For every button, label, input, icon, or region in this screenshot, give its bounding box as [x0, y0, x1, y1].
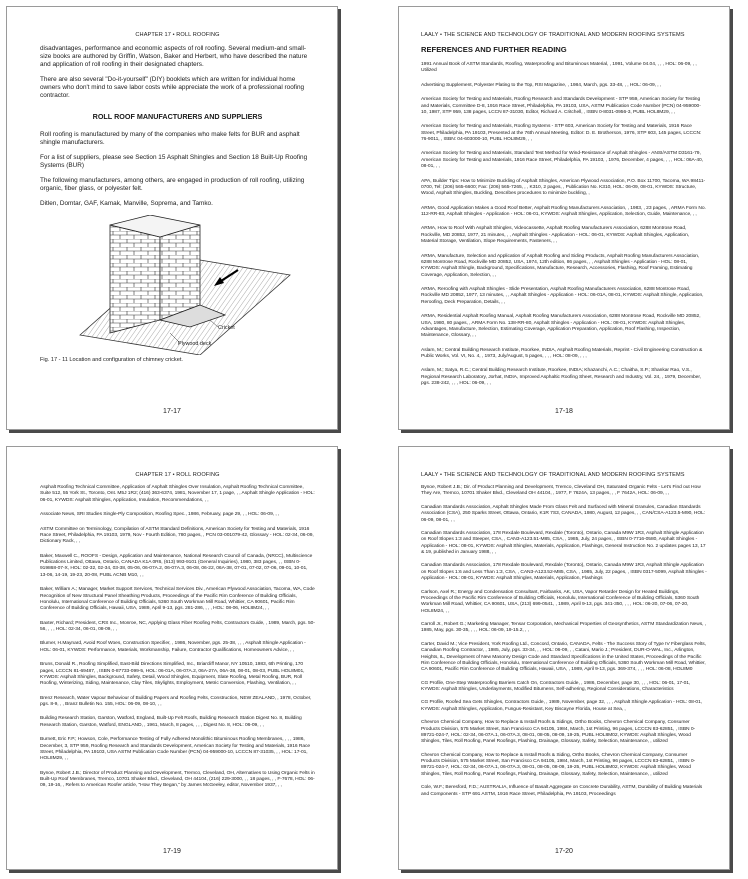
body-paragraph: There are also several "Do-it-yourself" (DIY) booklets which are written for individual home owners who don't mind to save labor costs while appreciate the work of a professional roofing contractor. — [40, 76, 305, 99]
reference-entry: ARMA, Manufacture, Selection and Application of Asphalt Roofing and Siding Products, Asphalt Roofing Manufacturers Association, 6288 Montrose Road, Rockville MD 20852, USA, 1974, 12th edition, 86 pages, , , Asphalt Shingles - Application - HOL: 08-01, KYWDS: Asphalt Shingle, Background, Specifications, Manufacture, Research, Accessories, Flashing, Roof Framing, Estimating Coverage, Application, Selection, , , — [421, 253, 700, 278]
reference-entry: CG Profile, One-Step Waterproofing Barriers Catch On, Contractors Guide, , 1986, December, page 30, , , , HOL: 06-01, 17-01, KYWDS: Asphalt Shingles, Underlayments, Modified Bitumens, Self-adhering, Regional Considerations, Characteristics — [421, 680, 691, 692]
reference-entry: ASTM Committee on Terminology, Compilation of ASTM Standard Definitions, American Society for Testing and Materials, 1916 Race Street, Philadelphia, PA 19103, 1979, Nov - Fourth Edition, 780 pages, , PCN 03-001079-42, Glossary - HOL: 02-34, 06-09, Dictionary Rack, , , — [40, 526, 314, 545]
reference-entry: Baker, William A.; Manager, Market Support Services, Technical Services Div., American Plywood Association, Tacoma, WA, Code Recognition of New Structural Panel Sheathing Products, Proceedings of the Pacific Rim Conference of Building Officials, Honolulu, International Conference of Building Officials, 5360 South Workman Mill Road, Whittier, CA 90601, Pacific Rim Conference of Building Officials, Hawaii, USA, 1989, April 9-13, pgs. 281-286, , , , HOL: 08-06, HOL8M24, , , — [40, 587, 315, 612]
figure-chimney-cricket — [40, 215, 300, 365]
page-17-20 — [398, 446, 730, 870]
reference-entry: Chevron Chemical Company, How to Replace & Install Roofs & Siding, Ortho Books, Chevron Chemical Company, Consumer Products Division, 575 Market Street, San Francisco CA 94105, 1984, March, 1st Printing, 96 pages, LCCCN 83-62851, , ISBN 0-89721-024-7, HOL: 02-34, 06-07A.1, 06-07A.3, 08-01, 08-05, 08-09, 19-25, PUBL HOL8M02, KYWDS: Asphalt Shingles, Wood Shingles, Tiles, Roll Roofing, Panel Roofings, Flashing, Drainage, Glossary, Safety, Selection, Maintenance, , utilized — [421, 752, 696, 777]
page-body — [40, 32, 315, 401]
running-header: CHAPTER 17 • ROLL ROOFING — [135, 472, 220, 478]
reference-entry: Burnett, Eric F.P.; Howson, Cole, Performance Testing of Fully Adhered Monolithic Bituminous Roofing Membranes, , , , 1986, December, 3, STP 959, Roofing Research and Standards Development, American Society for Testing and Materials, 1916 Race Street, Philadelphia, PA 19103, USA ASTM Publication Code Number (PCN) 04-959000-10, LCCCN 87-31035, , , HOL: 17-01, HOL8M29, , , — [40, 737, 311, 762]
reference-entry: Asphalt Roofing Technical Committee, Application of Asphalt Shingles Over Insulation, Asphalt Roofing Technical Committee, Suite 512, 55 York St., Toronto, Ont. M5J 1R2; (416) 363-6374, 1981, November 17, 1 page, , , Asphalt Shingle Application - HOL: 06-01, KYWDS: Asphalt Shingles, Application, Insulation, Recommendations, , , — [40, 485, 315, 503]
reference-entry: Associate News, SRI Studies Single-Ply Composition, Roofing Spec., 1986, February, page 29, , , HOL: 06-09, , , — [40, 512, 280, 518]
chimney-side — [160, 225, 200, 320]
chimney-cricket-illustration — [50, 215, 300, 355]
reference-entry: Brenz Research, Water Vapour Behaviour of Building Papers and Roofing Felts, Construction, NEW ZEALAND, , 1978, October, pgs. 8-9, , , Branz Bulletin No. 155, HOL: 06-09, 08-10, , , — [40, 695, 312, 707]
body-paragraph: disadvantages, performance and economic aspects of roll roofing. Several medium-and small-size books are authored by Griffin, Watson, Baker and Herbert, who have described the nature and application of roll roofing in their designated chapters. — [40, 45, 308, 68]
running-header: LAALY • THE SCIENCE AND TECHNOLOGY OF TRADITIONAL AND MODERN ROOFING SYSTEMS — [421, 472, 685, 478]
references-title: REFERENCES AND FURTHER READING — [421, 45, 567, 54]
page-17-19 — [6, 446, 338, 870]
reference-entry: Baxter, Richard; President, CRS Inc., Monroe, NC, Applying Glass Fiber Roofing Felts, Contractors Guide, , 1989, March, pgs. 50-56, , , , HOL: 02-34, 06-01, 08-09, , , — [40, 620, 315, 632]
label-cricket: Cricket — [218, 325, 235, 331]
reference-entry: Aslam, M.; Central Building Research Institute, Roorkee, INDIA, Asphalt Roofing Materials, Reprint - Civil Engineering Construction & Public Works, Vol. VI, No. 4, , 1973, July/August, 5 pages, , , , HOL: 08-09, , , , — [421, 347, 703, 359]
page-number: 17-19 — [163, 848, 181, 855]
running-header: CHAPTER 17 • ROLL ROOFING — [135, 32, 220, 38]
chimney-front — [110, 225, 160, 333]
reference-entry: Canadian Standards Association, 178 Rexdale Boulevard, Rexdale (Toronto), Ontario, Canada M9W 1R3, Asphalt Shingle Application on Roof Slopes 1:3 and Steeper, CSA, , CAN3-A123.51-M85, CSA, , 1985, July, 24 pages, , ISBN 0-7716-0580, Asphalt Shingles - Application - HOL: 08-01, KYWDS: Asphalt Shingles, Materials, Application, Flashings, General Instruction No. 2 updates pages 13, 17 & 19, published in January 1988, , , — [421, 530, 706, 555]
reference-entry: Cole, W.F.; Beresford, F.D.; AUSTRALIA, Influence of Basalt Aggregate on Concrete Durability, ASTM, Durability of Building Materials and Components - STP 691 ASTM, 1916 Race Street, Philadelphia, PA 19103, Proceedings — [421, 785, 703, 797]
reference-entry: Bynoe, Robert J.B.; Dir. of Product Planning and Development, Tremco, Cleveland OH, Saturated Organic Felts - Let's Find out How They Are, Tremco, 10701 Shaker Blvd., Cleveland OH 44104, , 1977, F 7624A, 13 pages, , , F 7642A, HOL: 06-09, , , — [421, 485, 701, 497]
reference-entry: American Society for Testing and Materials, Standard Test Method for Wind-Resistance of Asphalt Shingles - ANSI/ASTM D3161-79, American Society for Testing and Materials, 1916 Race Street, Philadelphia, PA 19103, , 1976, December, 4 pages, , , , HOL: 06A-40, 08-01, , , — [421, 151, 703, 170]
reference-entry: ARMA, Residential Asphalt Roofing Manual, Asphalt Roofing Manufacturers Association, 6288 Montrose Road, Rockville MD 20852, USA, 1980, 80 pages, , ARMA Form No. 138-RR-80, Asphalt Shingles - Application - HOL: 08-01, KYWDS: Asphalt Shingles, Advantages, Manufacture, Selection, Estimating Coverage, Application Preparation, Application, Roof Flashing, Inspection, Maintenance, Glossary, , , — [421, 314, 701, 339]
page-body — [421, 472, 707, 841]
section-title: ROLL ROOF MANUFACTURERS AND SUPPLIERS — [92, 112, 263, 121]
body-paragraph: For a list of suppliers, please see Section 15 Asphalt Shingles and Section 18 Built-Up Roofing Systems (BUR) — [40, 154, 308, 169]
reference-entry: Advertising Supplement, Polyester Plating to the Top, RSI Magazine, , 1984, March, pgs. 33-48, , , HOL: 06-09, , , — [421, 82, 662, 88]
body-paragraph: The following manufacturers, among others, are engaged in production of roll roofing, utilizing organic, fiber glass, or polyester felt. — [40, 177, 305, 192]
reference-entry: American Society for Testing and Materials, Roofing Research and Standards Development - STP 959, American Society for Testing and Materials, Committee D-8, 1916 Race Street, Philadelphia, PA 19103, USA, ASTM Publication Code Number (PCN) 04-959000-10, 1987, STP 959, 138 pages, LCCN 87-31030, Editor, Richard A. Critchell, , ISBN 0-8031-0956-3, PUBL HOL8M29, , , — [421, 97, 701, 115]
body-paragraph: Ditlen, Domtar, GAF, Kamak, Manville, Soprema, and Tamko. — [40, 200, 213, 207]
reference-entry: Chevron Chemical Company, How to Replace & Install Roofs & Sidings, Ortho Books, Chevron Chemical Company, Consumer Products Division, 575 Market Street, San Francisco CA 94105, 1984, March, 1st Printing, 96 pages, LCCCN 83-62851, , ISBN 0-89721-024-7, HOL: 02-34, 06-07A.1, 06-07A.3, 08-01, 08-05, 08-09, 19-25, PUBL HOL8M02, KYWDS: Asphalt Shingles, Wood Shingles, Tiles, Roll Roofing, Panel Roofings, Flashing, Drainage, Glossary, Safety, Selection, Maintenance, , utilized — [421, 720, 696, 745]
page-17-18 — [398, 6, 730, 430]
reference-entry: 1991 Annual Book of ASTM Standards, Roofing, Waterproofing and Bituminous Material, , 1991, Volume 04.04, , , , HOL: 06-09, , , Utilized — [421, 62, 697, 74]
reference-entry: Carroll Jr., Robert G.; Marketing Manager, Tensar Corporation, Mechanical Properties of Geosynthetics, ASTM Standardization News, , 1985, May, pgs. 30-35, , , , HOL: 06-09, 19-15.2, , , — [421, 622, 707, 634]
running-header: LAALY • THE SCIENCE AND TECHNOLOGY OF TRADITIONAL AND MODERN ROOFING SYSTEMS — [421, 32, 685, 38]
reference-entry: Bruns, Donald R., Roofing Simplified, East-Bild Directions Simplified, Inc., Briarcliff Manor, NY 10510, 1983, 6th Printing, 170 pages, LCCCN 81-69487, , ISBN 0-87733-099-5, HOL: 06-01A, 06-07A.2, 06A-27A, 06A-38, 08-01, 08-03, PUBL HOL8M01, KYWDS: Asphalt Shingles, Background, Safety, Detail, Wood Shingles, Equipment, Slate Roofing, Metal Roofing, BUR, Roll Roofing, Winterizing, Siding, Maintenance, Clay Tiles, Skylights, Employment, Metric Conversion, Flashing, Ventilation, , , — [40, 662, 305, 687]
reference-entry: CG Profile, Roofed Sea Gets Shingles, Contractors Guide, , 1989, November, page 32, , , , Asphalt Shingle Application - HOL: 08-01, KYWDS: Asphalt Shingles, Application, Fungus-Resistant, Key Biscayne Florida, House at Sea, , — [421, 700, 703, 712]
page-body — [40, 472, 315, 841]
reference-entry: American Society for Testing and Materials, Roofing Systems - STP 603, American Society for Testing and Materials, 1916 Race Street, Philadelphia, PA 19103, Presented at the 76th Annual Meeting, Editor: D. E. Brotherson, 1976, STP 603, 145 pages, LCCCN: 76-9011, , ISBN: 04-603000-10, PUBL HOL8M29, , , — [421, 124, 702, 142]
page-17-17 — [6, 6, 338, 430]
page-body — [421, 32, 707, 401]
page-number: 17-17 — [163, 408, 181, 415]
reference-entry: Aslam, M.; Satya, R.C.; Central Building Research Institute, Roorkee, INDIA; Khazanchi, A.C.; Chaitha, S.P.; Shankar Rao, V.S., Regional Research Laboratory, Jorhat, INDIA, Improved Asphaltic Roofing Sheet, Research and Industry, Vol. 24, , 1979, December, pgs. 238-242, , , , HOL: 06-09, , , — [421, 368, 701, 387]
reference-entry: ARMA, Reroofing with Asphalt Shingles - Slide Presentation, Asphalt Roofing Manufacturers Association, 6288 Montrose Road, Rockville MD 20852, 1977, 13 minutes, , , Asphalt Shingles - Application - HOL: 06-01A, 08-01, KYWDS: Asphalt Shingle, Application, Reroofing, Deck Preparation, Details, , , — [421, 287, 704, 305]
reference-entry: Canadian Standards Association, Asphalt Shingles Made From Glass Felt and Surfaced with Mineral Granules, Canadian Standards Association (CSA), 250 Sparks Street, Ottawa, Ontario, K1R 7S3, CANADA, 1980, August, 12 pages, , , CAN/CSA-A123.5-M90, HOL: 06-09, 08-01, , , — [421, 504, 706, 523]
reference-entry: Carter, David M.; Vice President, York Roofing Ltd., Concord, Ontario, CANADA, Felts - The Success Story of Type IV Fiberglass Felts, Canadian Roofing Contractor, , 1985, July, pgs. 33-34, , , HOL: 06-09, , , Catani, Mario J.; President, DUR-O-WAL, Inc., Arlington, Heights, IL, Development of New Masonry Design Code and Standard Specifications in the United States, Proceedings of the Pacific Rim Conference of Building Officials, Honolulu, International Conference of Building Officials, 5360 South Workman Mill Road, Whittier, CA 90601, Pacific Rim Conference of Building Officials, Hawaii, USA, , 1989, April 9-13, pgs. 369-374, , , , HOL: 06-08, HOL8M0 — [421, 641, 707, 673]
body-paragraph: Roll roofing is manufactured by many of the companies who make felts for BUR and asphalt shingle manufacturers. — [40, 131, 300, 146]
reference-entry: Blumer, H.Maynard, Avoid Roof Woes, Construction Specifier, , 1986, November, pgs. 25-38, , , , Asphalt Shingle Application - HOL: 06-01, KYWDS: Performance, Materials, Workmanship, Failure, Contractor Qualifications, Homeowners Advice, , , — [40, 641, 306, 653]
reference-entry: APA, Builder Tips: How to Minimize Buckling of Asphalt Shingles, American Plywood Association, P.O. Box 11700, Tacoma, WA 98411-0700, Tel: (206) 565-6600; Fax: (206) 565-7265, , , K310, 2 pages, , Publication No. K310, HOL: 06-09, 08-01, KYWDS: Structure, Wood, Asphalt Shingles, Buckling, Describes procedures to minimize buckling, , — [421, 178, 706, 197]
label-plywood-deck: Plywood deck — [178, 341, 212, 347]
reference-entry: Carlson, Axel R.; Energy and Condensation Consultant, Fairbanks, AK, USA, Vapor Retarder Design for Heated Buildings, Proceedings of the Pacific Rim Conference of Building Officials, Honolulu, International Conference of Building Officials, 5360 South Workman Mill Road, Whittier, CA 90601, USA, (213) 699-0541, , 1989, April 9-13, pgs. 341-350, , , , HOL: 06-20, 07-06, 07-20, HOL8M24, , , — [421, 589, 700, 614]
reference-entry: Canadian Standards Association, 178 Rexdale Boulevard, Rexdale (Toronto), Ontario, Canada M9W 1R3, Asphalt Shingle Application on Roof Slopes 1:6 and Less Than 1:3, CSA, , CAN3-A123.52-M85, CSA, , 1985, July, 22 pages, , ISBN 0317-5099, Asphalt Shingles - Application - HOL: 08-01, KYWDS: Asphalt Shingles, Materials, Application, Flashings — [421, 563, 707, 582]
reference-entry: Baker, Maxwell C., ROOFS - Design, Application and Maintenance, National Research Council of Canada, (NRCC), Multiscience Publications Limited, Ottawa, Ontario, CANADA K1A 0R6, (613) 993-9101 (General Inquiries), 1980, 383 pages, , , ISBN 0-919868-07-X, HOL: 02-32, 02-34, 03-38, 05-06, 06-07A.2, 06-07A.3, 06-08, 06-22, 06A-38, 07-01, 07-02, 07-06, 09-01, 10-01, 13-06, 14-19, 19-23, 20-08, PUBL ACNB M10, , , — [40, 553, 313, 578]
reference-entry: ARMA, Good Application Makes a Good Roof Better, Asphalt Roofing Manufacturers Association, , 1983, , 23 pages, , ARMA Form No. 112-RR-83, Asphalt Shingles - Application - HOL: 06-01, KYWDS: Asphalt Shingles, Application, Selection, Guide, Maintenance, , , — [421, 205, 706, 217]
reference-entry: Bynoe, Robert J.B.; Director of Product Planning and Development, Tremco, Cleveland, OH, Alternatives to Using Organic Felts in Built-Up Roof Membranes, Tremco, 10701 Shaker Blvd., Cleveland, OH 44104, (216) 229-3000, , , 18 pages, , , F-7678, HOL: 06-09, 19-16, , Refers to American Roofer article, "How They Began," by James McGeeley, editor, November 1937, , , — [40, 770, 315, 789]
figure-caption: Fig. 17 - 11 Location and configuration of chimney cricket. — [40, 357, 183, 363]
reference-entry: ARMA, How to Roof With Asphalt Shingles, Videocassette, Asphalt Roofing Manufacturers Association, 6288 Montrose Road, Rockville, MD 20852, 1977, 21 minutes, , , Asphalt Shingles - Application - HOL: 06-01, KYWDS: Asphalt Shingles, Application, Material Storage, Ventilation, Slope Requirements, Fasteners, , , — [421, 226, 690, 245]
reference-entry: Building Research Station, Garston, Watford, England, Built-Up Felt Roofs, Building Research Station Digest No. 8, Building Research Station, Garston, Watford, ENGLAND, , 1961, March, 8 pages, , , , Digest No. 8, HOL: 06-09, , , — [40, 716, 302, 728]
page-number: 17-20 — [555, 848, 573, 855]
page-number: 17-18 — [555, 408, 573, 415]
